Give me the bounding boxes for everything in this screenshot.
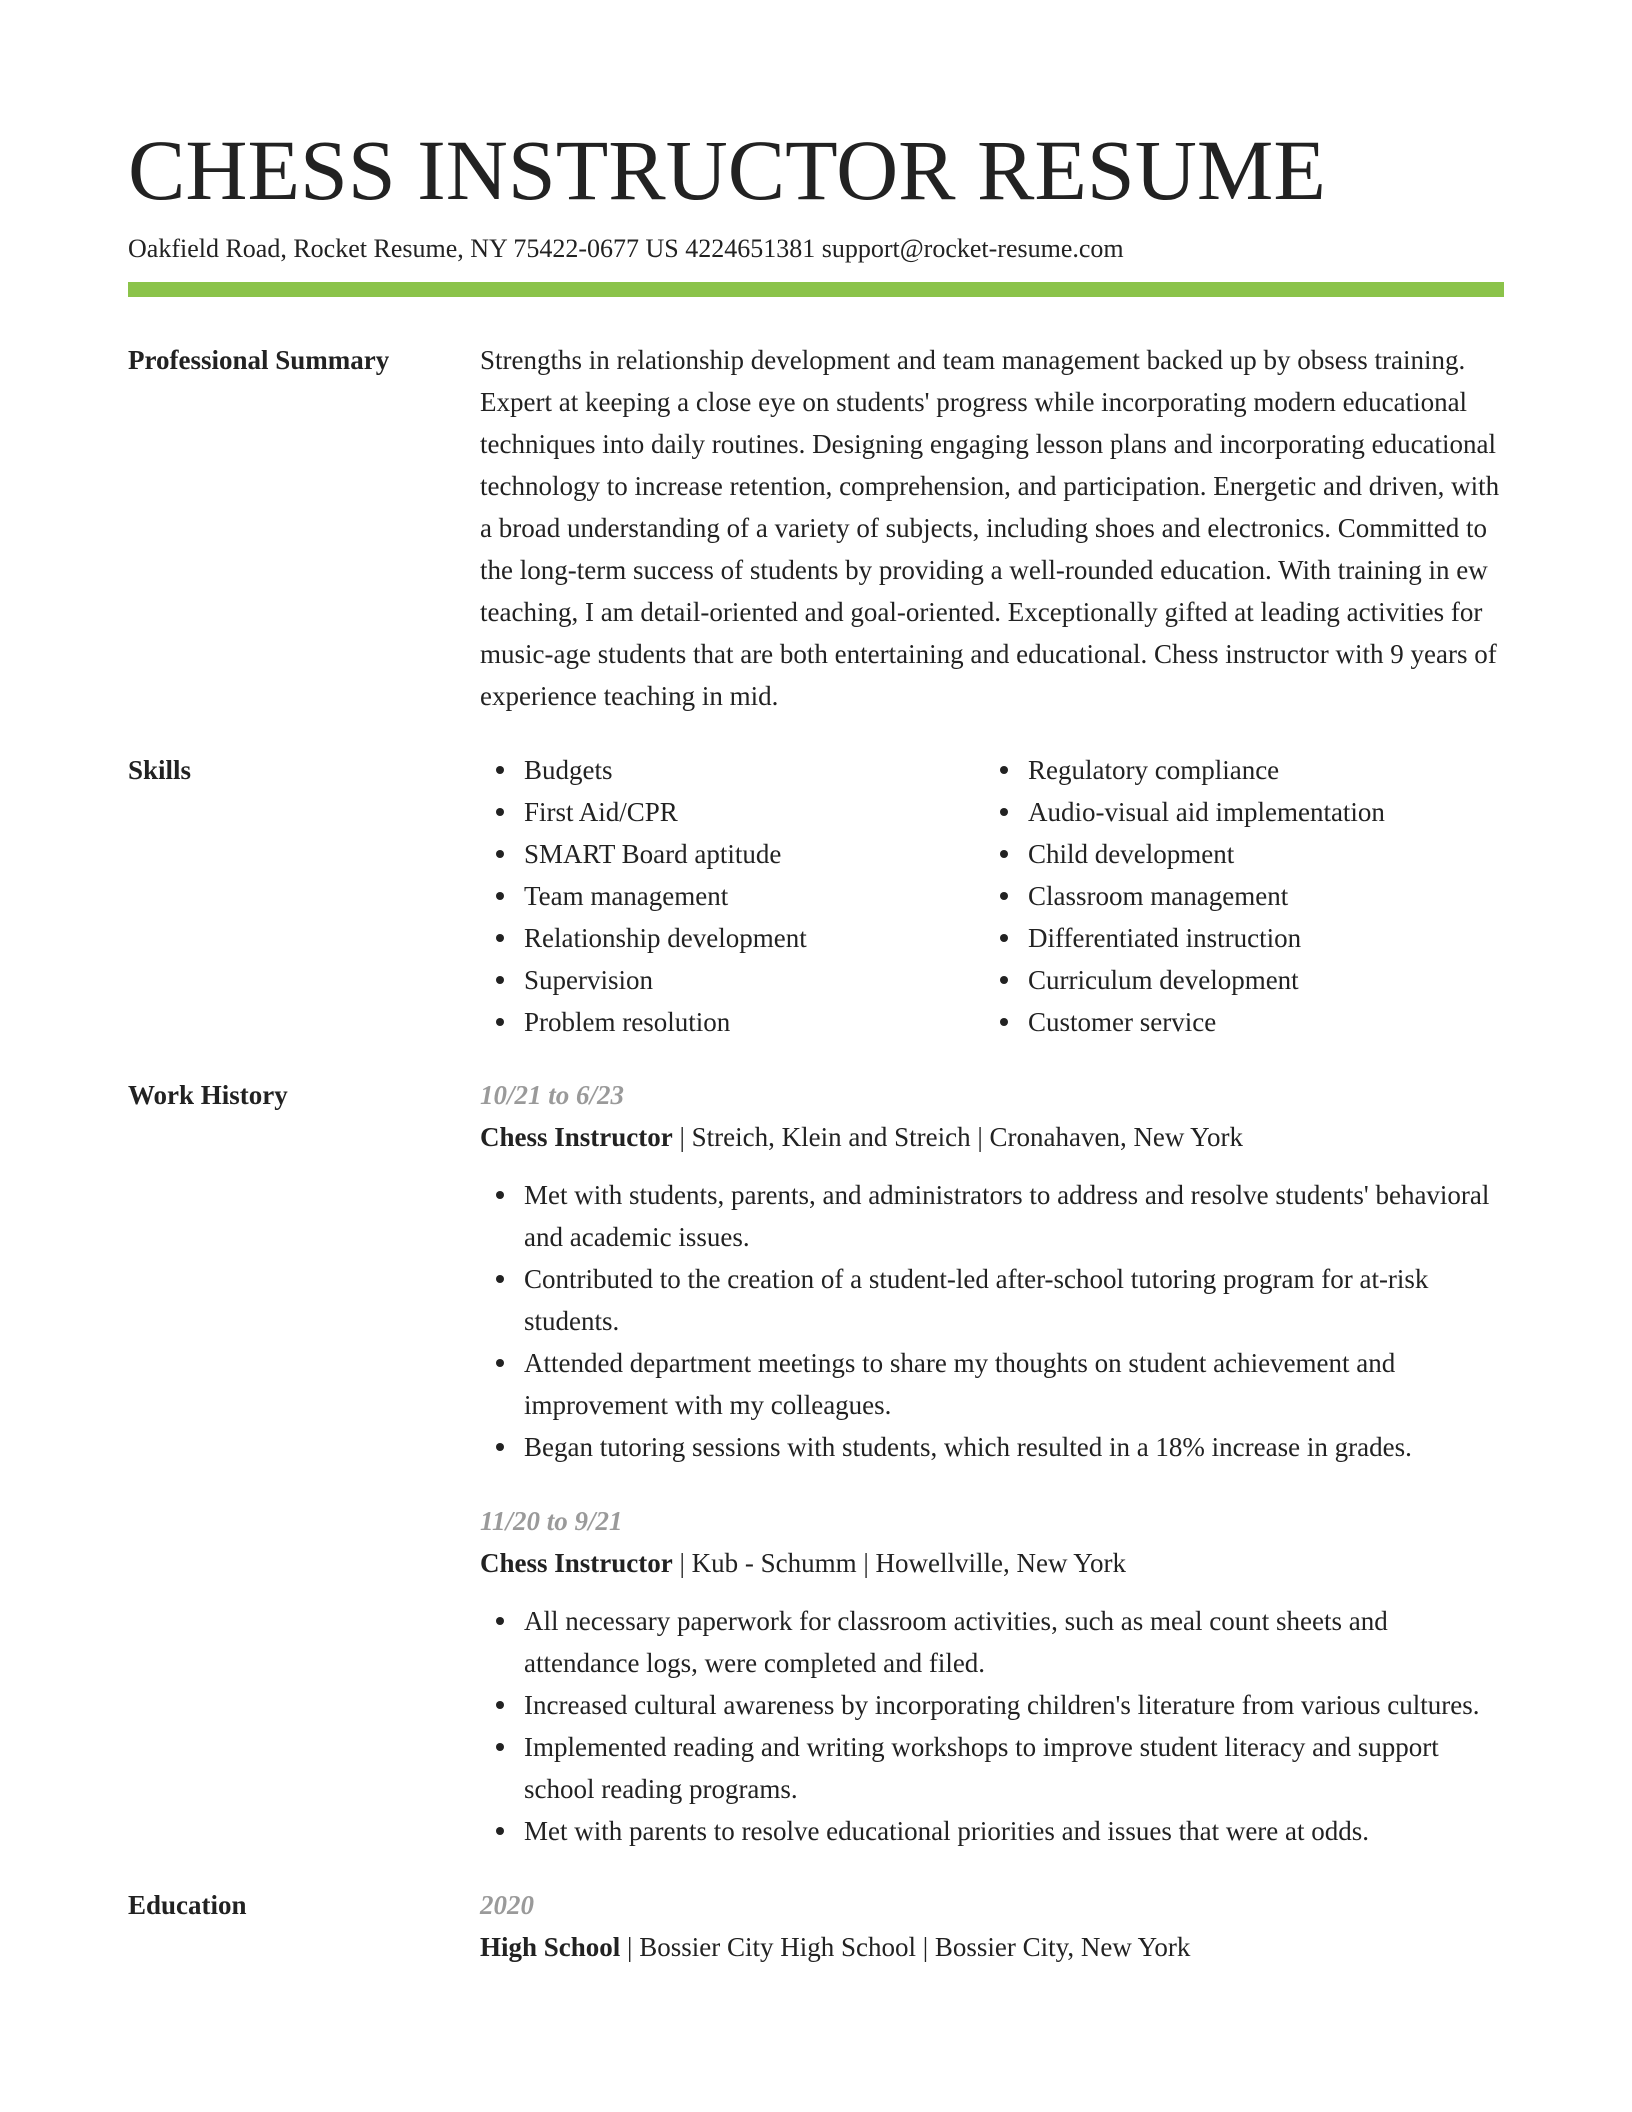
skill-item: Team management (480, 875, 984, 917)
job-bullet: Increased cultural awareness by incorporating children's literature from various cultures. (480, 1684, 1504, 1726)
job-title-line (480, 1542, 1504, 1584)
work-history-heading: Work History (128, 1080, 288, 1110)
education-heading: Education (128, 1890, 247, 1920)
skills-list-left (480, 749, 984, 1043)
skill-item: SMART Board aptitude (480, 833, 984, 875)
skill-item: Audio-visual aid implementation (984, 791, 1488, 833)
skills-columns (480, 749, 1504, 1043)
education-year: 2020 (480, 1890, 534, 1920)
skill-item: Regulatory compliance (984, 749, 1488, 791)
skill-item: Customer service (984, 1001, 1488, 1043)
job-role: Chess Instructor (480, 1548, 673, 1578)
job-entry (480, 1074, 1504, 1468)
skill-item: Curriculum development (984, 959, 1488, 1001)
summary-section (128, 339, 1504, 717)
work-history-section (128, 1074, 1504, 1852)
skill-item: First Aid/CPR (480, 791, 984, 833)
job-bullet: All necessary paperwork for classroom activities, such as meal count sheets and attendance logs, were completed and filed. (480, 1600, 1504, 1684)
resume-page (128, 118, 1504, 1968)
education-line (480, 1926, 1504, 1968)
skill-item: Child development (984, 833, 1488, 875)
skill-item: Problem resolution (480, 1001, 984, 1043)
skill-item: Classroom management (984, 875, 1488, 917)
job-bullets (480, 1600, 1504, 1852)
job-details: | Kub - Schumm | Howellville, New York (672, 1548, 1127, 1578)
job-role: Chess Instructor (480, 1122, 673, 1152)
resume-title: CHESS INSTRUCTOR RESUME (128, 122, 1326, 218)
skill-item: Supervision (480, 959, 984, 1001)
summary-heading: Professional Summary (128, 345, 390, 375)
education-section (128, 1884, 1504, 1968)
job-bullet: Met with parents to resolve educational priorities and issues that were at odds. (480, 1810, 1504, 1852)
skill-item: Differentiated instruction (984, 917, 1488, 959)
education-details: | Bossier City High School | Bossier City, New York (620, 1932, 1191, 1962)
job-bullet: Met with students, parents, and administrators to address and resolve students' behavioral and academic issues. (480, 1174, 1504, 1258)
summary-text: Strengths in relationship development and team management backed up by obsess training. Expert at keeping a close eye on students' progress while incorporating modern educational techniques into daily routines. Designing engaging lesson plans and incorporating educational technology to increase retention, comprehension, and participation. Energetic and driven, with a broad understanding of a variety of subjects, including shoes and electronics. Committed to the long-term success of students by providing a well-rounded education. With training in ew teaching, I am detail-oriented and goal-oriented. Exceptionally gifted at leading activities for music-age students that are both entertaining and educational. Chess instructor with 9 years of experience teaching in mid. (480, 345, 1500, 711)
job-details: | Streich, Klein and Streich | Cronahaven, New York (672, 1122, 1243, 1152)
job-entry (480, 1500, 1504, 1852)
skills-section (128, 749, 1504, 1043)
skill-item: Budgets (480, 749, 984, 791)
job-dates: 11/20 to 9/21 (480, 1506, 623, 1536)
skills-list-right (984, 749, 1488, 1043)
skill-item: Relationship development (480, 917, 984, 959)
job-bullet: Began tutoring sessions with students, which resulted in a 18% increase in grades. (480, 1426, 1504, 1468)
job-bullet: Contributed to the creation of a student-led after-school tutoring program for at-risk students. (480, 1258, 1504, 1342)
job-dates: 10/21 to 6/23 (480, 1080, 625, 1110)
job-title-line (480, 1116, 1504, 1158)
job-bullet: Attended department meetings to share my thoughts on student achievement and improvement with my colleagues. (480, 1342, 1504, 1426)
contact-line: Oakfield Road, Rocket Resume, NY 75422-0677 US 4224651381 support@rocket-resume.com (128, 234, 1124, 263)
education-degree: High School (480, 1932, 621, 1962)
job-bullets (480, 1174, 1504, 1468)
job-bullet: Implemented reading and writing workshops to improve student literacy and support school reading programs. (480, 1726, 1504, 1810)
skills-heading: Skills (128, 755, 192, 785)
header-divider (128, 282, 1504, 297)
